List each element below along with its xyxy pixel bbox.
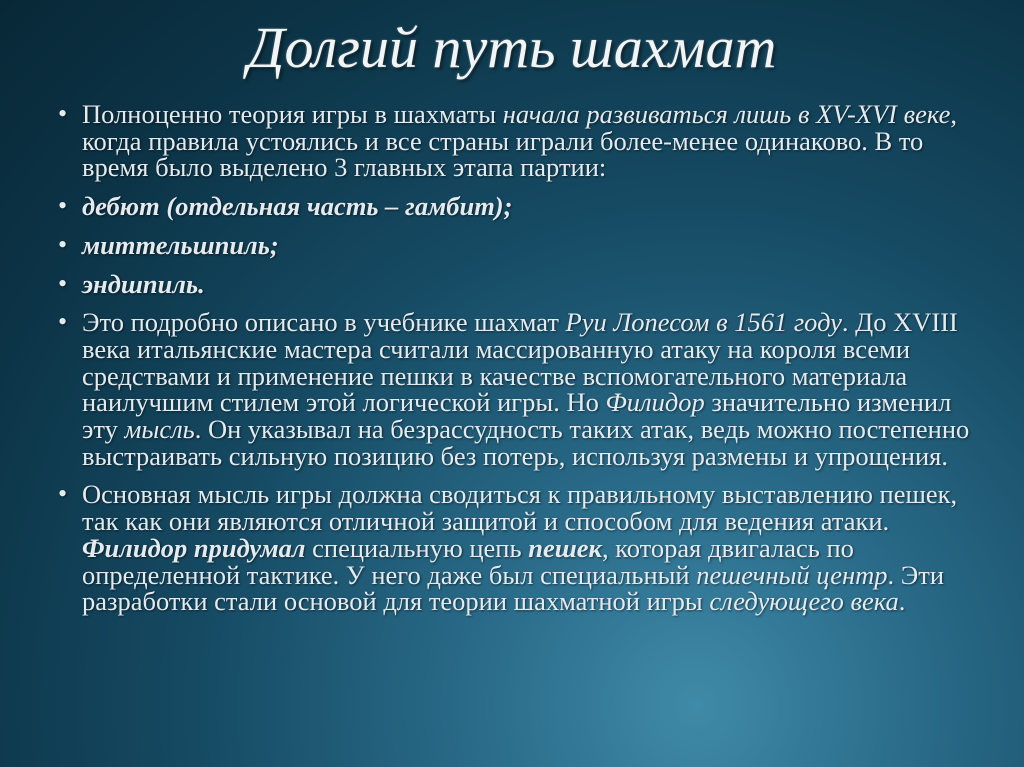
text-run: , которая двигалась по определенной тактике. У него даже был специальный (82, 532, 854, 590)
text-run-italic: Руи Лопесом в 1561 году (565, 307, 842, 338)
text-run: Это подробно описано в учебнике шахмат (82, 307, 566, 338)
list-item-endgame (56, 268, 976, 299)
text-run: . До XVIII века итальянские мастера считали массированную атаку на короля всеми средствами и применение пешки в качестве вспомогательного материала наилучшим стилем этой логической игры. Но (82, 307, 958, 418)
paragraph-philidor (56, 481, 976, 615)
text-run: Основная мысль игры должна сводиться к правильному выставлению пешек, так как они являются отличной защитой и способом для ведения атаки. (82, 479, 958, 537)
list-item-middlegame (56, 229, 976, 260)
text-run: . Он указывал на безрассудность таких атак, ведь можно постепенно выстраивать сильную позицию без потерь, используя размены и упрощения. (82, 414, 970, 471)
list-item-debut (56, 193, 976, 220)
text-run-italic: пешечный центр (696, 559, 888, 590)
text-run-italic: Филидор (605, 387, 705, 418)
text-run-bold-italic: пешек (528, 532, 602, 563)
text-run: значительно изменил эту (82, 387, 952, 445)
paragraph-lopez (56, 309, 976, 469)
text-run-bold-italic: Филидор придумал (82, 532, 306, 563)
bullet-list (56, 101, 976, 615)
slide-title: Долгий путь шахмат (247, 15, 777, 80)
text-run-italic: следующего века (709, 586, 899, 617)
text-run: . (898, 586, 906, 617)
middlegame-label: миттельшпиль; (82, 229, 279, 260)
paragraph-theory-origin (56, 101, 976, 181)
text-run: специальную цепь (305, 532, 529, 563)
debut-label: дебют (отдельная часть – гамбит); (82, 191, 513, 222)
text-run-italic: мысль (124, 414, 195, 445)
text-run: . Эти разработки стали основой для теории шахматной игры (82, 559, 945, 617)
text-run-italic: начала развиваться лишь в XV-XVI веке (502, 99, 951, 129)
text-run: Полноценно теория игры в шахматы (82, 99, 503, 129)
endgame-label: эндшпиль. (82, 268, 205, 299)
text-run: , когда правила устоялись и все страны играли более-менее одинаково. В то время было выделено 3 главных этапа партии: (82, 99, 958, 183)
